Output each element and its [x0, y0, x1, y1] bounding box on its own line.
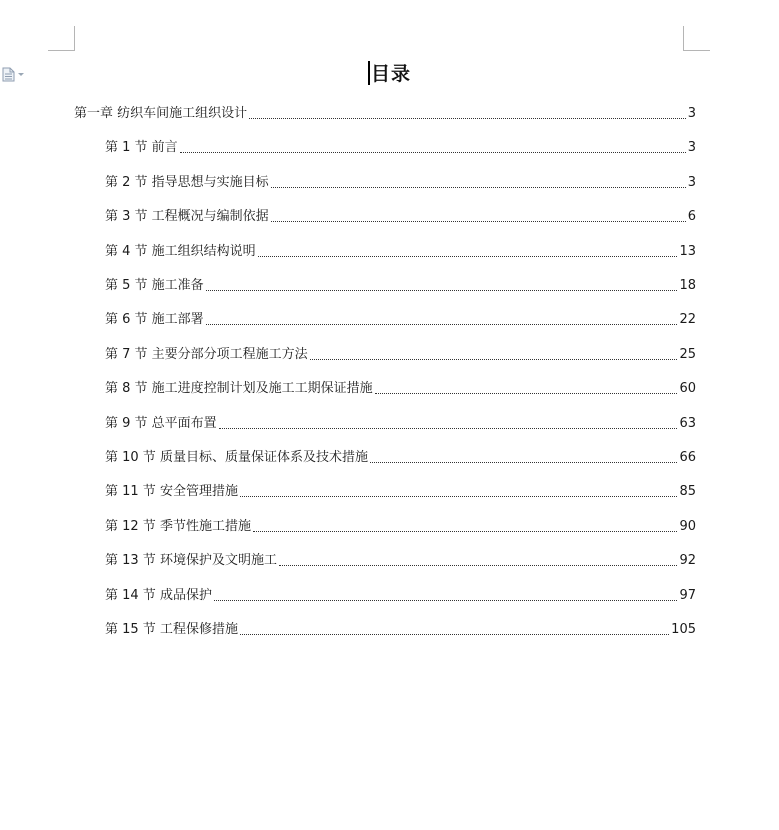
toc-entry[interactable]	[105, 446, 696, 468]
toc-entry-page-number: 92	[679, 553, 696, 569]
toc-entry-label: 第 7 节 主要分部分项工程施工方法	[105, 346, 308, 362]
toc-entry[interactable]	[105, 515, 696, 537]
toc-entry[interactable]	[105, 584, 696, 606]
toc-entry-page-number: 85	[679, 484, 696, 500]
toc-dot-leader	[214, 599, 678, 601]
toc-entry-label: 第 4 节 施工组织结构说明	[105, 243, 256, 259]
toc-title-text: 目录	[370, 63, 411, 85]
page-corner-mark-top-left	[48, 26, 75, 51]
toc-dot-leader	[279, 564, 678, 566]
toc-entry-label: 第 9 节 总平面布置	[105, 415, 217, 431]
toc-entry-page-number: 3	[687, 106, 696, 121]
toc-dot-leader	[310, 358, 678, 360]
toc-dot-leader	[258, 255, 678, 257]
toc-dot-leader	[271, 220, 686, 222]
toc-entry-label: 第 10 节 质量目标、质量保证体系及技术措施	[105, 450, 368, 465]
page-corner-mark-top-right	[683, 26, 710, 51]
toc-dot-leader	[206, 289, 678, 291]
toc-entry-label: 第 15 节 工程保修措施	[105, 622, 238, 637]
toc-entry-label: 第 2 节 指导思想与实施目标	[105, 174, 269, 190]
toc-dot-leader	[271, 186, 686, 188]
toc-dot-leader	[375, 392, 678, 394]
toc-entry-page-number: 97	[679, 587, 696, 603]
toc-entry-label: 第 8 节 施工进度控制计划及施工工期保证措施	[105, 381, 373, 397]
toc-entry[interactable]	[105, 343, 696, 365]
toc-entry-page-number: 60	[679, 381, 696, 397]
toc-entry[interactable]	[105, 412, 696, 434]
toc-entry-label: 第 12 节 季节性施工措施	[105, 518, 251, 534]
toc-entry-label: 第 1 节 前言	[105, 140, 178, 156]
toc-entry-page-number: 90	[679, 518, 696, 534]
toc-entry-label: 第一章 纺织车间施工组织设计	[74, 106, 248, 121]
toc-dot-leader	[180, 151, 686, 153]
toc-entry[interactable]	[105, 240, 696, 262]
toc-entry-page-number: 18	[679, 278, 696, 293]
toc-entry-page-number: 3	[687, 174, 696, 190]
toc-heading	[0, 60, 779, 88]
toc-entry[interactable]	[105, 274, 696, 296]
toc-entry[interactable]	[105, 618, 696, 640]
toc-entry-label: 第 14 节 成品保护	[105, 587, 212, 603]
toc-entry-page-number: 13	[679, 243, 696, 259]
toc-dot-leader	[240, 633, 669, 635]
toc-dot-leader	[249, 117, 686, 119]
toc-entry[interactable]	[105, 549, 696, 571]
toc-entry-label: 第 6 节 施工部署	[105, 312, 204, 328]
toc-entry-page-number: 3	[687, 140, 696, 156]
text-cursor	[368, 61, 370, 85]
toc-entry-label: 第 11 节 安全管理措施	[105, 484, 238, 500]
toc-entry-label: 第 13 节 环境保护及文明施工	[105, 553, 277, 569]
toc-entry-label: 第 3 节 工程概况与编制依据	[105, 209, 269, 225]
toc-entry[interactable]	[105, 308, 696, 330]
toc-entry-page-number: 6	[687, 209, 696, 225]
toc-entry-page-number: 63	[679, 415, 696, 431]
toc-entry[interactable]	[105, 480, 696, 502]
toc-dot-leader	[253, 530, 678, 532]
toc-entry[interactable]	[105, 205, 696, 227]
toc-entry-page-number: 105	[671, 622, 696, 637]
toc-entry-label: 第 5 节 施工准备	[105, 278, 204, 293]
toc-dot-leader	[219, 427, 678, 429]
toc-entry-page-number: 22	[679, 312, 696, 328]
toc-entry[interactable]	[105, 377, 696, 399]
toc-dot-leader	[240, 495, 678, 497]
toc-entry-page-number: 25	[679, 346, 696, 362]
toc-entry[interactable]	[74, 102, 696, 124]
toc-dot-leader	[370, 461, 678, 463]
toc-entry-page-number: 66	[679, 450, 696, 465]
toc-entry[interactable]	[105, 171, 696, 193]
toc-dot-leader	[206, 323, 678, 325]
toc-entry[interactable]	[105, 136, 696, 158]
